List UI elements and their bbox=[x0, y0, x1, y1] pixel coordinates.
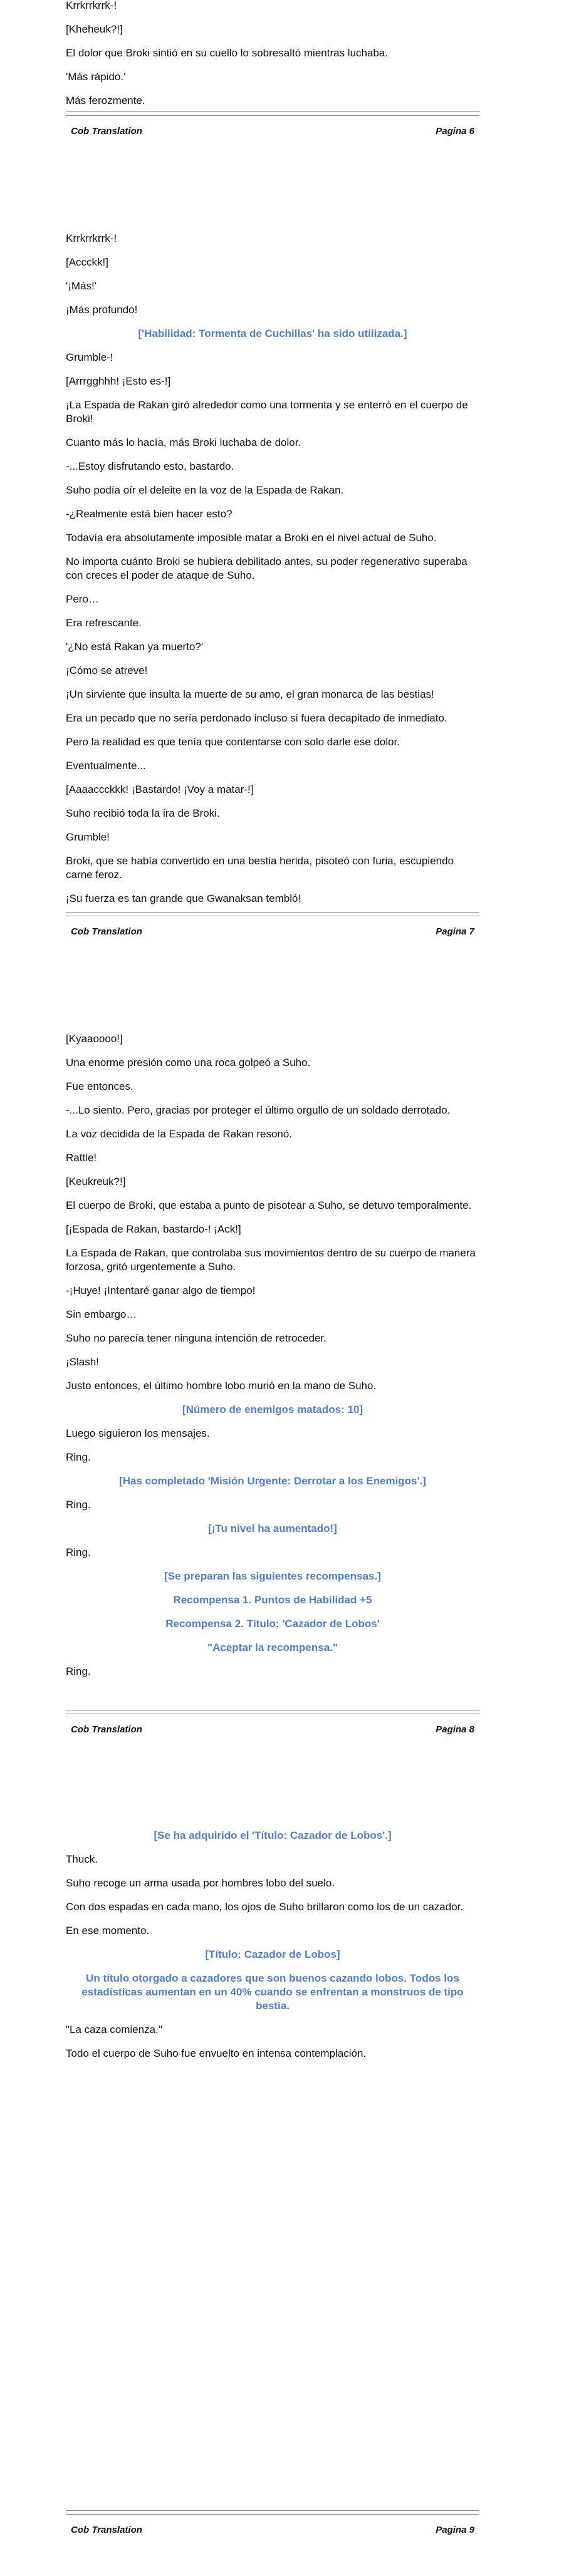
system-message: "Aceptar la recompensa." bbox=[207, 1642, 338, 1653]
system-message: Recompensa 2. Título: 'Cazador de Lobos' bbox=[165, 1618, 380, 1630]
page-footer bbox=[66, 1710, 479, 1738]
paragraph: El cuerpo de Broki, que estaba a punto de pisotear a Suho, se detuvo temporalmente. bbox=[66, 1199, 472, 1211]
paragraph: El dolor que Broki sintió en su cuello lo sobresaltó mientras luchaba. bbox=[66, 47, 389, 59]
paragraph: Sin embargo… bbox=[66, 1308, 137, 1320]
paragraph: -...Lo siento. Pero, gracias por proteger el último orgullo de un soldado derrotado. bbox=[66, 1104, 451, 1116]
translator-credit: Cob Translation bbox=[71, 1724, 142, 1735]
page-footer bbox=[66, 912, 479, 940]
paragraph: La Espada de Rakan, que controlaba sus movimientos dentro de su cuerpo de manera forzosa, gritó urgentemente a Suho. bbox=[66, 1247, 476, 1273]
paragraph: Era refrescante. bbox=[66, 617, 142, 629]
paragraph: Justo entonces, el último hombre lobo murió en la mano de Suho. bbox=[66, 1380, 377, 1392]
paragraph: "La caza comienza." bbox=[66, 2024, 162, 2035]
paragraph: Ring. bbox=[66, 1665, 91, 1677]
page-number: Pagina 8 bbox=[436, 1724, 474, 1735]
paragraph: Suho podía oír el deleite en la voz de la Espada de Rakan. bbox=[66, 484, 344, 496]
paragraph: Cuanto más lo hacía, más Broki luchaba de dolor. bbox=[66, 437, 301, 448]
page-number: Pagina 6 bbox=[436, 126, 474, 137]
paragraph: Grumble! bbox=[66, 831, 110, 843]
paragraph: ¡La Espada de Rakan giró alrededor como una tormenta y se enterró en el cuerpo de Broki! bbox=[66, 399, 468, 425]
paragraph: Con dos espadas en cada mano, los ojos de Suho brillaron como los de un cazador. bbox=[66, 1901, 464, 1913]
footer-divider bbox=[66, 111, 479, 112]
paragraph: Ring. bbox=[66, 1499, 91, 1511]
paragraph: [Arrrgghhh! ¡Esto es-!] bbox=[66, 375, 171, 387]
paragraph: [Kyaaoooo!] bbox=[66, 1033, 123, 1045]
paragraph: Era un pecado que no sería perdonado incluso si fuera decapitado de inmediato. bbox=[66, 712, 447, 724]
paragraph: 'Más rápido.' bbox=[66, 71, 126, 83]
system-message: [Título: Cazador de Lobos] bbox=[205, 1948, 340, 1960]
paragraph: ¡Slash! bbox=[66, 1356, 99, 1368]
paragraph: -...Estoy disfrutando esto, bastardo. bbox=[66, 460, 234, 472]
paragraph: Una enorme presión como una roca golpeó a Suho. bbox=[66, 1057, 311, 1068]
paragraph: ¡Su fuerza es tan grande que Gwanaksan tembló! bbox=[66, 892, 301, 904]
footer-divider bbox=[66, 2510, 479, 2511]
paragraph: Todo el cuerpo de Suho fue envuelto en intensa contemplación. bbox=[66, 2047, 367, 2059]
translator-credit: Cob Translation bbox=[71, 926, 142, 937]
paragraph: ¡Un sirviente que insulta la muerte de su amo, el gran monarca de las bestias! bbox=[66, 688, 434, 700]
paragraph: ¡Cómo se atreve! bbox=[66, 665, 148, 676]
paragraph: No importa cuánto Broki se hubiera debilitado antes, su poder regenerativo superaba con creces el poder de ataque de Suho. bbox=[66, 556, 467, 581]
paragraph: Suho no parecía tener ninguna intención de retroceder. bbox=[66, 1332, 326, 1344]
system-message: [Número de enemigos matados: 10] bbox=[182, 1404, 363, 1415]
paragraph: Fue entonces. bbox=[66, 1080, 133, 1092]
page-body bbox=[66, 1032, 479, 1689]
paragraph: [Kheheuk?!] bbox=[66, 23, 123, 35]
system-message: Un título otorgado a cazadores que son buenos cazando lobos. Todos los estadísticas aumentan en un 40% cuando se enfrentan a monstruos de tipo bestia. bbox=[81, 1972, 464, 2012]
paragraph: Luego siguieron los mensajes. bbox=[66, 1427, 210, 1439]
page-number: Pagina 9 bbox=[436, 2525, 474, 2535]
paragraph: -¿Realmente está bien hacer esto? bbox=[66, 508, 232, 520]
paragraph: [Accckk!] bbox=[66, 256, 109, 268]
paragraph: Ring. bbox=[66, 1451, 91, 1463]
paragraph: Krrkrrkrrk-! bbox=[66, 232, 117, 244]
paragraph: Broki, que se había convertido en una bestia herida, pisoteó con furia, escupiendo carne feroz. bbox=[66, 855, 454, 881]
paragraph: '¿No está Rakan ya muerto?' bbox=[66, 641, 204, 653]
paragraph: Rattle! bbox=[66, 1152, 97, 1164]
page-footer bbox=[66, 111, 479, 140]
paragraph: Suho recibió toda la ira de Broki. bbox=[66, 807, 220, 819]
paragraph: [Keukreuk?!] bbox=[66, 1176, 126, 1187]
system-message: Recompensa 1. Puntos de Habilidad +5 bbox=[173, 1594, 372, 1606]
paragraph: Todavía era absolutamente imposible matar a Broki en el nivel actual de Suho. bbox=[66, 532, 437, 544]
footer-divider bbox=[66, 115, 479, 116]
paragraph: En ese momento. bbox=[66, 1925, 150, 1937]
page-body bbox=[66, 232, 479, 916]
page-number: Pagina 7 bbox=[436, 926, 474, 937]
paragraph: [¡Espada de Rakan, bastardo-! ¡Ack!] bbox=[66, 1223, 241, 1235]
footer-divider bbox=[66, 2514, 479, 2515]
paragraph: Pero la realidad es que tenía que contentarse con solo darle ese dolor. bbox=[66, 736, 400, 748]
paragraph: Suho recoge un arma usada por hombres lobo del suelo. bbox=[66, 1877, 335, 1889]
paragraph: '¡Más!' bbox=[66, 280, 97, 292]
paragraph: -¡Huye! ¡Intentaré ganar algo de tiempo! bbox=[66, 1285, 256, 1296]
page-body bbox=[66, 0, 479, 118]
paragraph: ¡Más profundo! bbox=[66, 304, 138, 316]
paragraph: Más ferozmente. bbox=[66, 95, 145, 106]
system-message: [Has completado 'Misión Urgente: Derrotar a los Enemigos'.] bbox=[119, 1475, 426, 1487]
system-message: ['Habilidad: Tormenta de Cuchillas' ha sido utilizada.] bbox=[138, 328, 407, 339]
paragraph: Krrkrrkrrk-! bbox=[66, 0, 117, 11]
paragraph: [Aaaaccckkk! ¡Bastardo! ¡Voy a matar-!] bbox=[66, 784, 254, 795]
system-message: [¡Tu nivel ha aumentado!] bbox=[208, 1523, 337, 1534]
paragraph: Pero… bbox=[66, 593, 99, 605]
paragraph: Thuck. bbox=[66, 1853, 98, 1865]
paragraph: Eventualmente... bbox=[66, 760, 146, 772]
system-message: [Se ha adquirido el 'Título: Cazador de Lobos'.] bbox=[154, 1829, 392, 1841]
page-body bbox=[66, 1829, 479, 2071]
paragraph: Grumble-! bbox=[66, 351, 113, 363]
paragraph: La voz decidida de la Espada de Rakan resonó. bbox=[66, 1128, 293, 1140]
paragraph: Ring. bbox=[66, 1546, 91, 1558]
footer-divider bbox=[66, 912, 479, 913]
translator-credit: Cob Translation bbox=[71, 2525, 142, 2535]
page-footer bbox=[66, 2510, 479, 2538]
translator-credit: Cob Translation bbox=[71, 126, 142, 137]
system-message: [Se preparan las siguientes recompensas.] bbox=[164, 1570, 381, 1582]
